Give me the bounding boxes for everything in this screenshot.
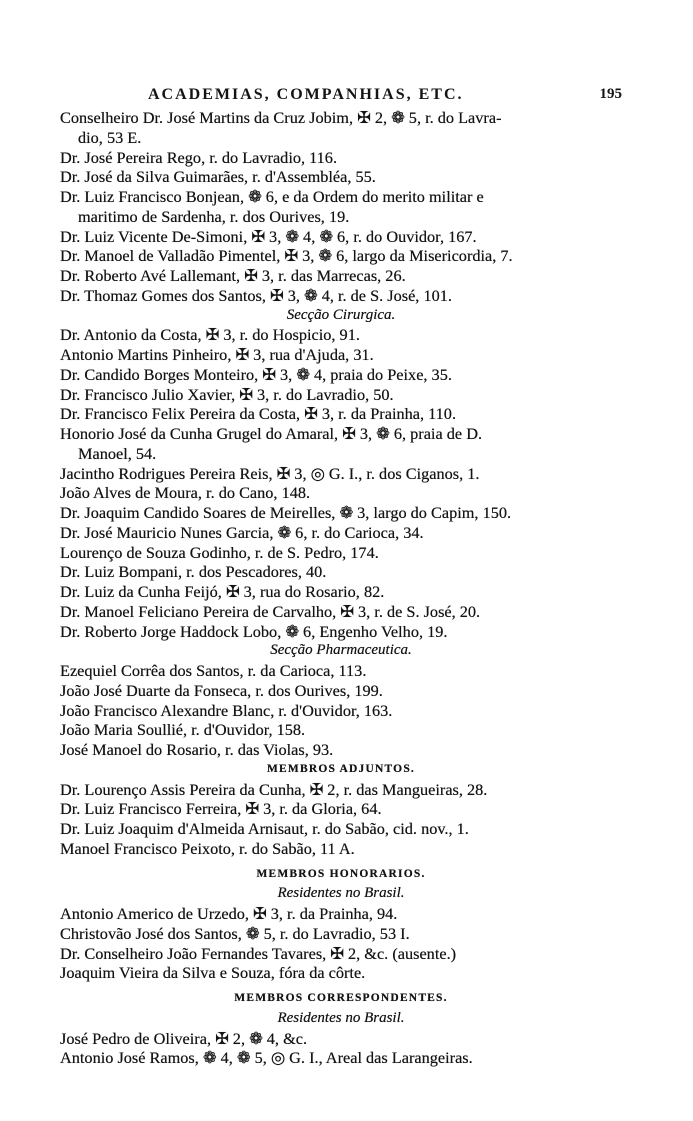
section-heading: MEMBROS HONORARIOS.: [256, 867, 426, 880]
list-entry: Dr. José da Silva Guimarães, r. d'Assembléa, 55.: [60, 167, 376, 187]
list-entry: Antonio José Ramos, ❁ 4, ❁ 5, ◎ G. I., Areal das Larangeiras.: [60, 1048, 473, 1068]
list-entry: Dr. Francisco Felix Pereira da Costa, ✠ 3, r. da Prainha, 110.: [60, 404, 457, 424]
section-heading: Residentes no Brasil.: [277, 1009, 405, 1026]
list-entry: Dr. Conselheiro João Fernandes Tavares, ✠ 2, &c. (ausente.): [60, 943, 457, 963]
list-entry: Conselheiro Dr. José Martins da Cruz Jobim, ✠ 2, ❁ 5, r. do Lavra-: [60, 108, 502, 127]
list-entry: José Manoel do Rosario, r. das Violas, 93.: [60, 740, 334, 759]
list-entry: Antonio Martins Pinheiro, ✠ 3, rua d'Ajuda, 31.: [60, 345, 374, 364]
list-entry: Dr. José Mauricio Nunes Garcia, ❁ 6, r. do Carioca, 34.: [60, 522, 424, 542]
list-entry: Dr. Lourenço Assis Pereira da Cunha, ✠ 2, r. das Mangueiras, 28.: [60, 779, 488, 799]
page-number: 195: [599, 86, 622, 102]
list-entry: maritimo de Sardenha, r. dos Ourives, 19.: [78, 206, 350, 226]
list-entry: Dr. Candido Borges Monteiro, ✠ 3, ❁ 4, praia do Peixe, 35.: [60, 364, 452, 384]
list-entry: Dr. Joaquim Candido Soares de Meirelles, ❁ 3, largo do Capim, 150.: [60, 503, 512, 522]
list-entry: Christovão José dos Santos, ❁ 5, r. do Lavradio, 53 I.: [60, 923, 410, 943]
list-entry: Dr. José Pereira Rego, r. do Lavradio, 116.: [60, 147, 338, 167]
section-heading: MEMBROS ADJUNTOS.: [267, 762, 415, 775]
running-title: ACADEMIAS, COMPANHIAS, ETC.: [148, 86, 464, 103]
list-entry: Ezequiel Corrêa dos Santos, r. da Carioca, 113.: [60, 661, 367, 680]
list-entry: Dr. Manoel de Valladão Pimentel, ✠ 3, ❁ 6, largo da Misericordia, 7.: [60, 246, 513, 266]
list-entry: Dr. Roberto Avé Lallemant, ✠ 3, r. das Marrecas, 26.: [60, 266, 406, 285]
list-entry: João José Duarte da Fonseca, r. dos Ourives, 199.: [60, 680, 383, 700]
list-entry: João Maria Soullié, r. d'Ouvidor, 158.: [60, 720, 306, 740]
list-entry: Joaquim Vieira da Silva e Souza, fóra da côrte.: [60, 963, 366, 983]
list-entry: Dr. Francisco Julio Xavier, ✠ 3, r. do Lavradio, 50.: [60, 384, 394, 404]
list-entry: Dr. Luiz Francisco Ferreira, ✠ 3, r. da Gloria, 64.: [60, 799, 382, 819]
list-entry: Dr. Antonio da Costa, ✠ 3, r. do Hospicio, 91.: [60, 325, 360, 345]
page-header: [60, 86, 622, 106]
list-entry: dio, 53 E.: [78, 127, 142, 147]
list-entry: Dr. Luiz Bompani, r. dos Pescadores, 40.: [60, 562, 327, 582]
list-entry: Manoel Francisco Peixoto, r. do Sabão, 11 A.: [60, 838, 355, 858]
section-heading: Secção Pharmaceutica.: [270, 642, 412, 659]
list-entry: Dr. Manoel Feliciano Pereira de Carvalho, ✠ 3, r. de S. José, 20.: [60, 601, 481, 621]
section-heading: MEMBROS CORRESPONDENTES.: [234, 992, 448, 1004]
list-entry: Dr. Luiz Joaquim d'Almeida Arnisaut, r. do Sabão, cid. nov., 1.: [60, 819, 469, 838]
list-entry: Dr. Thomaz Gomes dos Santos, ✠ 3, ❁ 4, r. de S. José, 101.: [60, 285, 452, 305]
list-entry: Dr. Luiz Vicente De-Simoni, ✠ 3, ❁ 4, ❁ 6, r. do Ouvidor, 167.: [60, 226, 477, 246]
list-entry: Dr. Luiz Francisco Bonjean, ❁ 6, e da Ordem do merito militar e: [60, 187, 484, 206]
section-heading: Residentes no Brasil.: [277, 885, 405, 902]
list-entry: Antonio Americo de Urzedo, ✠ 3, r. da Prainha, 94.: [60, 904, 398, 923]
list-entry: João Francisco Alexandre Blanc, r. d'Ouvidor, 163.: [60, 700, 393, 720]
list-entry: Manoel, 54.: [78, 443, 157, 463]
list-entry: Dr. Luiz da Cunha Feijó, ✠ 3, rua do Rosario, 82.: [60, 582, 385, 601]
section-heading: Secção Cirurgica.: [286, 306, 396, 323]
list-entry: Honorio José da Cunha Grugel do Amaral, ✠ 3, ❁ 6, praia de D.: [60, 424, 483, 443]
list-entry: Dr. Roberto Jorge Haddock Lobo, ❁ 6, Engenho Velho, 19.: [60, 621, 448, 641]
member-list: [60, 108, 630, 1068]
list-entry: Lourenço de Souza Godinho, r. de S. Pedro, 174.: [60, 542, 379, 562]
list-entry: João Alves de Moura, r. do Cano, 148.: [60, 483, 311, 503]
list-entry: Jacintho Rodrigues Pereira Reis, ✠ 3, ◎ G. I., r. dos Ciganos, 1.: [60, 463, 480, 483]
list-entry: José Pedro de Oliveira, ✠ 2, ❁ 4, &c.: [60, 1028, 308, 1048]
